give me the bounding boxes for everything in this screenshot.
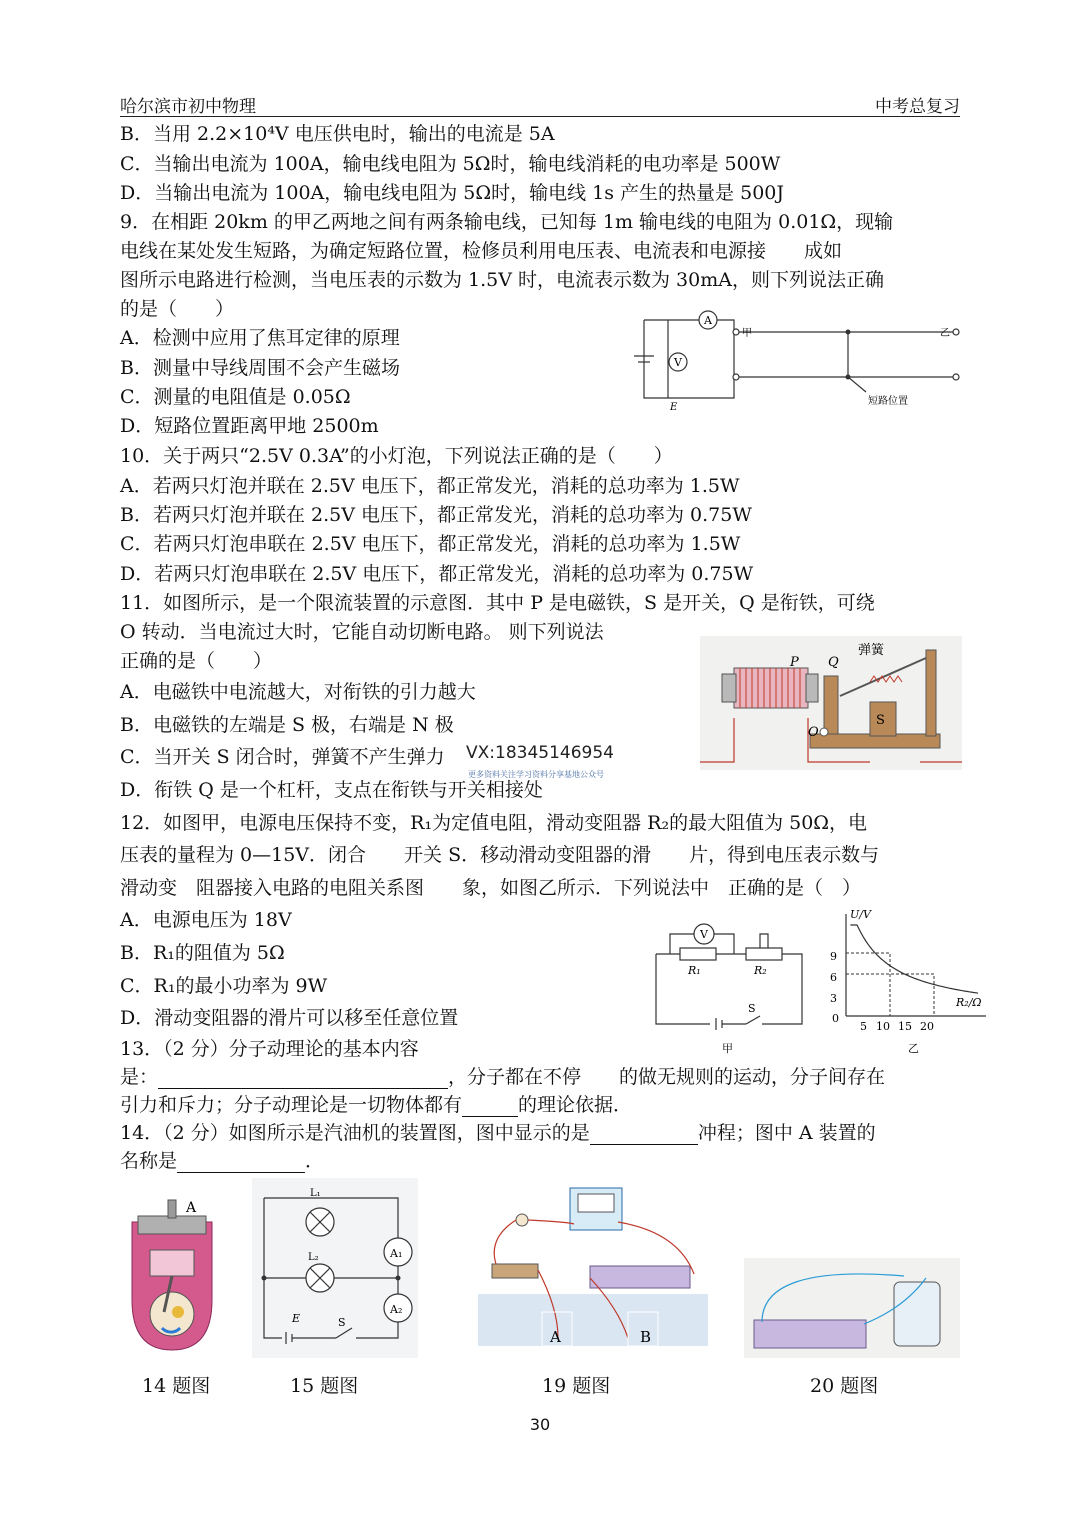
watermark-subtitle: 更多资料关注学习资料分享基地公众号 xyxy=(468,770,604,779)
q12-ytick-0: 0 xyxy=(832,1012,839,1025)
q14-blank-1[interactable] xyxy=(590,1124,698,1145)
q10-option-d: D．若两只灯泡串联在 2.5V 电压下，都正常发光，消耗的总功率为 0.75W xyxy=(120,563,754,585)
page-header xyxy=(120,92,960,116)
fig20-apparatus xyxy=(744,1258,960,1358)
fig19-a-label: A xyxy=(550,1328,561,1346)
q9-stem-3: 图所示电路进行检测，当电压表的示数为 1.5V 时，电流表示数为 30mA，则下列说法正确 xyxy=(120,269,884,291)
q11-stem-1: 11．如图所示，是一个限流装置的示意图．其中 P 是电磁铁，S 是开关，Q 是衔铁，可绕 xyxy=(120,592,875,614)
fig15-e-label: E xyxy=(292,1312,301,1325)
q12-xtick-15: 15 xyxy=(898,1020,912,1033)
q9-option-d: D．短路位置距离甲地 2500m xyxy=(120,415,379,437)
fig14-engine xyxy=(118,1192,226,1356)
q13-blank-2[interactable] xyxy=(462,1096,518,1117)
q12-option-c: C．R₁的最小功率为 9W xyxy=(120,975,328,997)
q8-option-b: B．当用 2.2×10⁴V 电压供电时，输出的电流是 5A xyxy=(120,123,555,145)
q12-ytick-3: 3 xyxy=(830,992,837,1005)
q12-stem-2: 压表的量程为 0—15V．闭合 开关 S．移动滑动变阻器的滑 片，得到电压表示数与 xyxy=(120,844,880,866)
armature-label: Q xyxy=(828,655,839,670)
q10-option-a: A．若两只灯泡并联在 2.5V 电压下，都正常发光，消耗的总功率为 1.5W xyxy=(120,475,740,497)
q12-xtick-20: 20 xyxy=(920,1020,934,1033)
q11-option-b: B．电磁铁的左端是 S 极，右端是 N 极 xyxy=(120,714,454,736)
q9-option-a: A．检测中应用了焦耳定律的原理 xyxy=(120,327,400,349)
q13-stem-1: 13．（2 分）分子动理论的基本内容 xyxy=(120,1038,419,1060)
q12-graph xyxy=(830,908,986,1055)
q9-stem-2: 电线在某处发生短路，为确定短路位置，检修员利用电压表、电流表和电源接 成如 xyxy=(120,240,843,262)
caption-fig20: 20 题图 xyxy=(810,1375,879,1397)
q11-device-figure xyxy=(700,636,962,770)
q8-option-c: C．当输出电流为 100A，输电线电阻为 5Ω时，输电线消耗的电功率是 500W xyxy=(120,153,781,175)
q9-option-c: C．测量的电阻值是 0.05Ω xyxy=(120,386,351,408)
q11-option-a: A．电磁铁中电流越大，对衔铁的引力越大 xyxy=(120,681,476,703)
page-number: 30 xyxy=(529,1415,551,1434)
pivot-label: O xyxy=(808,725,819,740)
fig19-apparatus xyxy=(478,1178,708,1346)
q12-figure xyxy=(650,908,992,1058)
caption-fig14: 14 题图 xyxy=(142,1375,211,1397)
q12-ytick-9: 9 xyxy=(830,950,837,963)
q12-stem-3: 滑动变 阻器接入电路的电阻关系图 象，如图乙所示．下列说法中 正确的是（ ） xyxy=(120,877,862,899)
fig15-circuit xyxy=(252,1178,418,1358)
header-course: 中考总复习 xyxy=(875,97,960,117)
q10-option-b: B．若两只灯泡并联在 2.5V 电压下，都正常发光，消耗的总功率为 0.75W xyxy=(120,504,752,526)
caption-fig15: 15 题图 xyxy=(290,1375,359,1397)
q9-option-b: B．测量中导线周围不会产生磁场 xyxy=(120,357,400,379)
fig15-s-label: S xyxy=(338,1316,346,1329)
q12-voltmeter-label: V xyxy=(700,928,708,941)
q12-fig-yi-caption: 乙 xyxy=(908,1042,919,1055)
fig15-l2-label: L₂ xyxy=(308,1252,319,1263)
source-e-label: E xyxy=(670,402,678,410)
caption-fig19: 19 题图 xyxy=(542,1375,611,1397)
spring-label: 弹簧 xyxy=(858,643,885,658)
q10-stem: 10．关于两只“2.5V 0.3A”的小灯泡，下列说法正确的是（ ） xyxy=(120,445,673,467)
fig15-l1-label: L₁ xyxy=(310,1188,321,1199)
q11-stem-2: O 转动．当电流过大时，它能自动切断电路。 则下列说法 xyxy=(120,621,604,643)
q9-stem-1: 9．在相距 20km 的甲乙两地之间有两条输电线，已知每 1m 输电线的电阻为 0.01Ω，现输 xyxy=(120,211,894,233)
q9-stem-4: 的是（ ） xyxy=(120,298,235,320)
q12-option-b: B．R₁的阻值为 5Ω xyxy=(120,942,285,964)
location-yi-label: 乙 xyxy=(940,328,950,339)
q14-stem-2: 名称是 ． xyxy=(120,1150,325,1172)
header-rule xyxy=(120,116,960,117)
q14-stem-1: 14．（2 分）如图所示是汽油机的装置图，图中显示的是 冲程；图中 A 装置的 xyxy=(120,1122,876,1144)
q12-r2-label: R₂ xyxy=(754,964,767,977)
q10-option-c: C．若两只灯泡串联在 2.5V 电压下，都正常发光，消耗的总功率为 1.5W xyxy=(120,533,741,555)
short-circuit-label: 短路位置 xyxy=(868,396,908,407)
q8-option-d: D．当输出电流为 100A，输电线电阻为 5Ω时，输电线 1s 产生的热量是 500J xyxy=(120,182,784,204)
q12-r1-label: R₁ xyxy=(688,964,701,977)
q13-stem-3: 引力和斥力；分子动理论是一切物体都有 的理论依据． xyxy=(120,1094,633,1116)
header-school: 哈尔滨市初中物理 xyxy=(120,97,256,117)
watermark-contact: VX:18345146954 xyxy=(462,743,618,763)
switch-label: S xyxy=(876,713,885,728)
q11-option-d: D．衔铁 Q 是一个杠杆，支点在衔铁与开关相接处 xyxy=(120,779,543,801)
q12-option-d: D．滑动变阻器的滑片可以移至任意位置 xyxy=(120,1007,459,1029)
q12-graph-guide-1 xyxy=(846,953,890,1016)
q9-circuit-figure xyxy=(626,310,962,410)
q12-graph-ylabel: U/V xyxy=(850,908,871,921)
fig14-a-label: A xyxy=(186,1200,197,1216)
q12-xtick-5: 5 xyxy=(860,1020,867,1033)
fig19-b-label: B xyxy=(640,1328,652,1346)
ammeter-label: A xyxy=(704,314,712,327)
q14-blank-2[interactable] xyxy=(177,1152,305,1173)
location-jia-label: 甲 xyxy=(742,328,752,339)
q12-switch-label: S xyxy=(748,1002,756,1015)
q11-option-c: C．当开关 S 闭合时，弹簧不产生弹力 xyxy=(120,746,445,768)
q12-graph-xlabel: R₂/Ω xyxy=(956,996,982,1009)
q11-stem-3: 正确的是（ ） xyxy=(120,650,273,672)
fig15-a2-label: A₂ xyxy=(390,1303,403,1316)
q12-stem-1: 12．如图甲，电源电压保持不变，R₁为定值电阻，滑动变阻器 R₂的最大阻值为 50Ω，电 xyxy=(120,812,868,834)
q12-ytick-6: 6 xyxy=(830,971,837,984)
q13-blank-1[interactable] xyxy=(158,1068,448,1089)
fig15-a1-label: A₁ xyxy=(390,1247,403,1260)
q12-xtick-10: 10 xyxy=(876,1020,890,1033)
q12-graph-curve xyxy=(850,925,978,993)
q12-fig-jia-caption: 甲 xyxy=(722,1042,733,1055)
q12-option-a: A．电源电压为 18V xyxy=(120,909,292,931)
electromagnet-label: P xyxy=(790,655,799,670)
q13-stem-2: 是： ，分子都在不停 的做无规则的运动，分子间存在 xyxy=(120,1066,886,1088)
voltmeter-label: V xyxy=(674,356,682,369)
